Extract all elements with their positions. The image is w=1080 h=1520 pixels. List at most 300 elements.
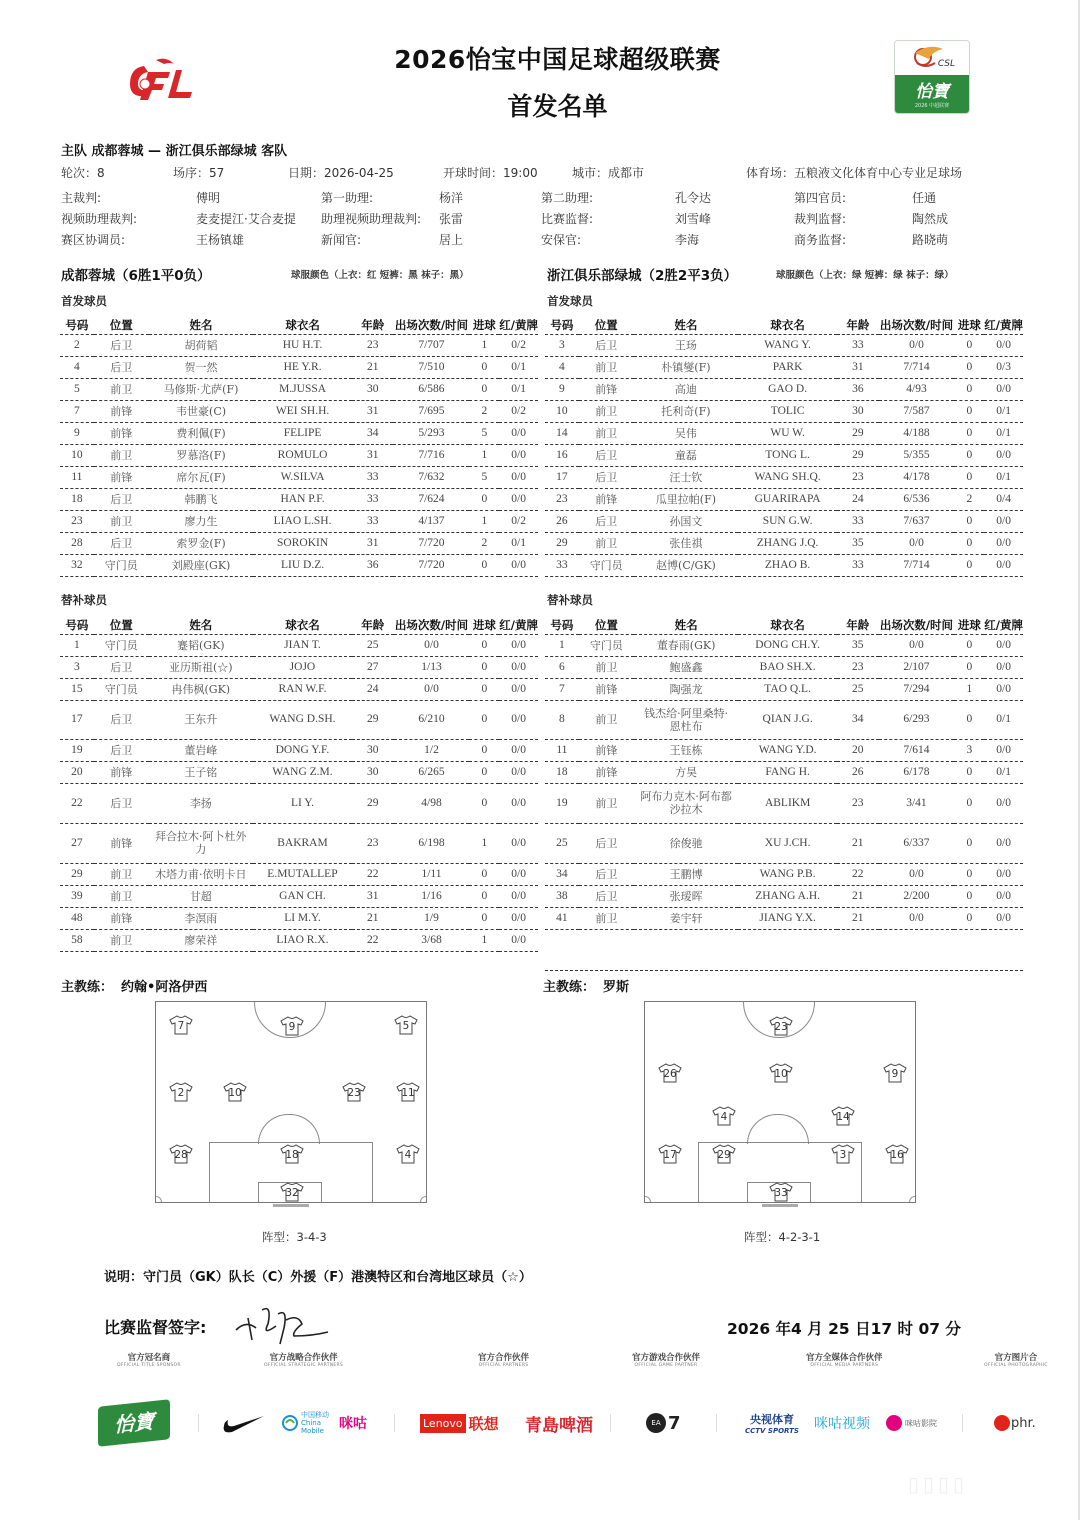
column-header: 年龄 xyxy=(837,616,879,634)
player-position: 守门员 xyxy=(94,678,149,700)
official-name: 居上 xyxy=(439,233,464,247)
column-header: 红/黄牌 xyxy=(984,616,1023,634)
goals: 0 xyxy=(954,334,984,356)
cards: 0/0 xyxy=(499,907,538,929)
player-name: 冉伟枫(GK) xyxy=(149,678,253,700)
divider xyxy=(198,1414,199,1432)
player-name: 木塔力甫·依明卡日 xyxy=(149,863,253,885)
appearances: 3/68 xyxy=(394,929,470,951)
player-name: 方昊 xyxy=(634,761,738,783)
appearances: 0/0 xyxy=(394,678,470,700)
partner-category: 官方战略合作伙伴 OFFICIAL STRATEGIC PARTNERS xyxy=(264,1353,344,1368)
divider xyxy=(545,970,1023,971)
column-header: 年龄 xyxy=(352,616,393,634)
player-name: 廖力生 xyxy=(149,510,253,532)
player-name: 孙国文 xyxy=(634,510,738,532)
player-age: 24 xyxy=(352,678,393,700)
player-position: 前卫 xyxy=(94,444,149,466)
player-shirt-icon xyxy=(712,1144,736,1164)
shirt-name: LIAO L.SH. xyxy=(253,510,352,532)
player-name: 钱杰给·阿里桑特·恩杜布 xyxy=(634,700,738,739)
player-position: 后卫 xyxy=(94,532,149,554)
home-team-title: 成都蓉城（6胜1平0负） xyxy=(61,268,211,284)
signature-datetime: 2026 年4 月 25 日17 时 07 分 xyxy=(727,1320,961,1338)
player-number: 38 xyxy=(545,885,579,907)
cards: 0/0 xyxy=(499,863,538,885)
player-number: 19 xyxy=(545,783,579,823)
player-row xyxy=(545,761,1023,783)
appearances: 1/9 xyxy=(394,907,470,929)
player-age: 33 xyxy=(837,510,878,532)
player-position: 后卫 xyxy=(579,334,634,356)
goals: 0 xyxy=(469,378,499,400)
column-header: 位置 xyxy=(579,316,634,334)
player-row xyxy=(545,422,1023,444)
player-number: 11 xyxy=(60,466,94,488)
player-position: 前卫 xyxy=(94,929,149,951)
china-mobile-icon xyxy=(282,1415,298,1431)
sponsor-lenovo: Lenovo 联想 xyxy=(420,1398,499,1448)
partner-category: 官方冠名商 OFFICIAL TITLE SPONSOR xyxy=(117,1353,181,1368)
shirt-number: 23 xyxy=(774,1021,788,1033)
partner-category: 官方游戏合作伙伴 OFFICIAL GAME PARTNER xyxy=(632,1353,701,1368)
away-starters-table xyxy=(545,316,1023,577)
official-label: 第四官员: xyxy=(794,191,847,205)
appearances: 1/16 xyxy=(394,885,470,907)
player-number: 17 xyxy=(545,466,579,488)
goals: 2 xyxy=(954,488,984,510)
player-name: 席尔瓦(F) xyxy=(149,466,253,488)
cards: 0/4 xyxy=(984,488,1023,510)
official-name: 张雷 xyxy=(439,212,464,226)
cards: 0/0 xyxy=(499,466,538,488)
home-kit-colors: 球服颜色（上衣：红 短裤：黑 袜子：黑） xyxy=(291,270,469,281)
cards: 0/0 xyxy=(984,554,1023,576)
player-row xyxy=(60,885,538,907)
player-row xyxy=(60,863,538,885)
shirt-name: DONG CH.Y. xyxy=(738,634,837,656)
away-formation: 阵型：4-2-3-1 xyxy=(744,1230,821,1244)
player-row xyxy=(60,700,538,739)
shirt-name: DONG Y.F. xyxy=(253,739,352,761)
player-position: 前锋 xyxy=(94,422,149,444)
shirt-name: E.MUTALLEP xyxy=(253,863,352,885)
player-shirt-icon xyxy=(223,1082,247,1102)
player-age: 21 xyxy=(837,885,879,907)
player-row xyxy=(60,532,538,554)
player-age: 24 xyxy=(837,488,878,510)
player-name: 贺一然 xyxy=(149,356,253,378)
player-row xyxy=(545,444,1023,466)
cards: 0/0 xyxy=(984,907,1023,929)
goals: 0 xyxy=(469,761,499,783)
player-age: 22 xyxy=(837,863,879,885)
goals: 0 xyxy=(954,783,984,823)
appearances: 6/265 xyxy=(394,761,470,783)
appearances: 1/13 xyxy=(394,656,470,678)
column-header: 球衣名 xyxy=(253,616,352,634)
player-age: 33 xyxy=(352,488,394,510)
player-number: 28 xyxy=(60,532,94,554)
venue: 体育场：五粮液文化体育中心专业足球场 xyxy=(746,166,963,180)
official-name: 孔令达 xyxy=(675,191,712,205)
player-age: 33 xyxy=(352,510,394,532)
player-position: 前锋 xyxy=(94,823,149,863)
player-row xyxy=(60,554,538,576)
nike-swoosh-icon xyxy=(222,1412,264,1434)
cards: 0/3 xyxy=(984,356,1023,378)
player-name: 韦世豪(C) xyxy=(149,400,253,422)
ea-icon: EA xyxy=(646,1413,666,1433)
shirt-name: LIU D.Z. xyxy=(253,554,352,576)
cards: 0/0 xyxy=(984,444,1023,466)
player-number: 7 xyxy=(545,678,579,700)
shirt-name: GAN CH. xyxy=(253,885,352,907)
shirt-name: ROMULO xyxy=(253,444,352,466)
player-row xyxy=(60,783,538,823)
goals: 1 xyxy=(469,510,499,532)
player-position: 前锋 xyxy=(579,739,634,761)
appearances: 5/355 xyxy=(879,444,955,466)
goals: 0 xyxy=(469,656,499,678)
player-row xyxy=(545,739,1023,761)
cards: 0/0 xyxy=(499,823,538,863)
shirt-name: PARK xyxy=(738,356,837,378)
shirt-number: 4 xyxy=(404,1149,412,1161)
player-name: 索罗金(F) xyxy=(149,532,253,554)
player-age: 33 xyxy=(837,554,878,576)
player-row xyxy=(60,761,538,783)
cards: 0/1 xyxy=(499,378,538,400)
goals: 5 xyxy=(469,422,499,444)
player-name: 费利佩(F) xyxy=(149,422,253,444)
player-name: 李溟雨 xyxy=(149,907,253,929)
player-name: 董岩峰 xyxy=(149,739,253,761)
player-shirt-icon xyxy=(280,1144,304,1164)
player-number: 3 xyxy=(60,656,94,678)
player-position: 后卫 xyxy=(579,823,634,863)
csl-ball-icon xyxy=(895,41,969,75)
player-position: 前卫 xyxy=(579,656,634,678)
home-starters-label: 首发球员 xyxy=(61,294,107,308)
shirt-number: 9 xyxy=(288,1021,296,1033)
official-name: 傅明 xyxy=(196,191,221,205)
player-number: 4 xyxy=(60,356,94,378)
cards: 0/1 xyxy=(984,700,1023,739)
column-header: 出场次数/时间 xyxy=(879,616,955,634)
player-shirt-icon xyxy=(342,1082,366,1102)
player-position: 后卫 xyxy=(94,783,149,823)
player-name: 李扬 xyxy=(149,783,253,823)
goals: 0 xyxy=(469,739,499,761)
player-row xyxy=(545,700,1023,739)
player-row xyxy=(545,863,1023,885)
cards: 0/0 xyxy=(984,739,1023,761)
player-shirt-icon xyxy=(396,1144,420,1164)
player-age: 29 xyxy=(352,783,393,823)
column-header: 红/黄牌 xyxy=(984,316,1023,334)
player-age: 23 xyxy=(352,334,394,356)
appearances: 6/293 xyxy=(879,700,955,739)
official-name: 杨洋 xyxy=(439,191,464,205)
cards: 0/0 xyxy=(499,554,538,576)
shirt-name: JIAN T. xyxy=(253,634,352,656)
sponsor-ea-fc: EA 7 xyxy=(646,1398,681,1448)
appearances: 7/720 xyxy=(393,554,469,576)
player-position: 前锋 xyxy=(579,761,634,783)
away-subs-label: 替补球员 xyxy=(547,593,593,607)
goals: 0 xyxy=(469,783,499,823)
photo-icon xyxy=(994,1415,1010,1431)
player-row xyxy=(60,929,538,951)
city: 城市：成都市 xyxy=(572,166,645,180)
goals: 0 xyxy=(469,885,499,907)
cards: 0/0 xyxy=(984,532,1023,554)
round: 轮次：8 xyxy=(61,166,105,180)
appearances: 7/720 xyxy=(393,532,469,554)
divider xyxy=(716,1414,717,1432)
migu-cinema-icon xyxy=(886,1415,902,1431)
goals: 0 xyxy=(954,656,984,678)
shirt-number: 33 xyxy=(774,1187,788,1199)
away-goal xyxy=(762,1204,798,1207)
appearances: 1/11 xyxy=(394,863,470,885)
player-number: 9 xyxy=(545,378,579,400)
partner-category: 官方合作伙伴 OFFICIAL PARTNERS xyxy=(478,1353,530,1368)
cards: 0/2 xyxy=(499,510,538,532)
shirt-number: 26 xyxy=(663,1068,677,1080)
shirt-number: 10 xyxy=(774,1068,788,1080)
player-row xyxy=(60,907,538,929)
column-header: 姓名 xyxy=(634,316,738,334)
cards: 0/0 xyxy=(499,929,538,951)
player-number: 23 xyxy=(60,510,94,532)
goals: 0 xyxy=(954,422,984,444)
player-age: 25 xyxy=(352,634,393,656)
appearances: 7/587 xyxy=(879,400,955,422)
appearances: 4/93 xyxy=(879,378,955,400)
player-row xyxy=(60,510,538,532)
column-header: 球衣名 xyxy=(738,616,837,634)
cards: 0/0 xyxy=(984,378,1023,400)
player-shirt-icon xyxy=(769,1063,793,1083)
column-header: 出场次数/时间 xyxy=(879,316,955,334)
partner-category: 官方图片合 OFFICIAL PHOTOGRAPHIC xyxy=(984,1353,1048,1368)
player-position: 后卫 xyxy=(94,488,149,510)
away-starters-label: 首发球员 xyxy=(547,294,593,308)
goals: 0 xyxy=(954,466,984,488)
player-shirt-icon xyxy=(169,1082,193,1102)
appearances: 7/714 xyxy=(879,356,955,378)
column-header: 姓名 xyxy=(634,616,738,634)
player-position: 前锋 xyxy=(94,761,149,783)
player-age: 30 xyxy=(837,400,878,422)
player-name: 亚历斯祖(☆) xyxy=(149,656,253,678)
player-shirt-icon xyxy=(280,1016,304,1036)
player-row xyxy=(60,634,538,656)
player-name: 廖荣祥 xyxy=(149,929,253,951)
player-age: 23 xyxy=(837,783,879,823)
player-name: 王玚 xyxy=(634,334,738,356)
shirt-number: 7 xyxy=(177,1020,185,1032)
appearances: 7/632 xyxy=(393,466,469,488)
player-number: 1 xyxy=(60,634,94,656)
player-name: 拜合拉木·阿卜杜外力 xyxy=(149,823,253,863)
player-name: 高迪 xyxy=(634,378,738,400)
cards: 0/0 xyxy=(984,634,1023,656)
player-row xyxy=(60,422,538,444)
sponsor-migu-cinema: 咪咕影院 xyxy=(886,1398,937,1448)
player-age: 30 xyxy=(352,378,394,400)
appearances: 6/536 xyxy=(879,488,955,510)
away-team-title: 浙江俱乐部绿城（2胜2平3负） xyxy=(547,268,738,284)
kickoff-time: 开球时间：19:00 xyxy=(443,166,538,180)
player-row xyxy=(545,356,1023,378)
player-row xyxy=(545,334,1023,356)
shirt-number: 29 xyxy=(717,1149,731,1161)
player-shirt-icon xyxy=(885,1144,909,1164)
player-name: 朴镇燮(F) xyxy=(634,356,738,378)
shirt-name: WANG Z.M. xyxy=(253,761,352,783)
official-label: 裁判监督: xyxy=(794,212,847,226)
player-number: 1 xyxy=(545,634,579,656)
sponsor-yibao: 怡寶 xyxy=(98,1398,170,1448)
player-name: 张瑷晖 xyxy=(634,885,738,907)
column-header: 进球 xyxy=(954,316,984,334)
player-shirt-icon xyxy=(394,1015,418,1035)
goals: 0 xyxy=(469,634,499,656)
column-header: 号码 xyxy=(60,616,94,634)
player-shirt-icon xyxy=(831,1106,855,1126)
goals: 0 xyxy=(954,907,984,929)
player-name: 童磊 xyxy=(634,444,738,466)
shirt-name: WANG Y. xyxy=(738,334,837,356)
player-age: 29 xyxy=(352,700,393,739)
goals: 0 xyxy=(954,634,984,656)
player-number: 11 xyxy=(545,739,579,761)
appearances: 6/178 xyxy=(879,761,955,783)
player-row xyxy=(545,823,1023,863)
player-shirt-icon xyxy=(712,1106,736,1126)
official-name: 王杨镇雄 xyxy=(196,233,245,247)
shirt-number: 5 xyxy=(402,1020,410,1032)
player-position: 前卫 xyxy=(579,356,634,378)
player-age: 31 xyxy=(352,532,394,554)
sponsor-china-mobile: 中国移动 China Mobile 咪咕 xyxy=(282,1398,367,1448)
player-age: 26 xyxy=(837,761,879,783)
player-shirt-icon xyxy=(658,1063,682,1083)
player-position: 后卫 xyxy=(94,656,149,678)
player-row xyxy=(545,510,1023,532)
divider xyxy=(962,1414,963,1432)
cards: 0/0 xyxy=(984,334,1023,356)
player-row xyxy=(545,783,1023,823)
goals: 0 xyxy=(469,907,499,929)
player-row xyxy=(60,400,538,422)
goals: 1 xyxy=(954,678,984,700)
player-age: 35 xyxy=(837,634,879,656)
column-header: 出场次数/时间 xyxy=(394,616,470,634)
player-position: 前锋 xyxy=(94,466,149,488)
shirt-name: RAN W.F. xyxy=(253,678,352,700)
partner-category: 官方全媒体合作伙伴 OFFICIAL MEDIA PARTNERS xyxy=(806,1353,883,1368)
player-age: 22 xyxy=(352,929,393,951)
official-name: 任通 xyxy=(912,191,937,205)
cards: 0/0 xyxy=(499,761,538,783)
appearances: 4/137 xyxy=(393,510,469,532)
player-number: 33 xyxy=(545,554,579,576)
cards: 0/1 xyxy=(984,466,1023,488)
official-label: 新闻官: xyxy=(321,233,362,247)
home-formation: 阵型：3-4-3 xyxy=(262,1230,327,1244)
shirt-number: 32 xyxy=(285,1187,299,1199)
shirt-name: ZHANG J.Q. xyxy=(738,532,837,554)
player-row xyxy=(60,739,538,761)
league-title: 2026怡宝中国足球超级联赛 xyxy=(394,45,721,74)
player-row xyxy=(545,678,1023,700)
player-position: 前锋 xyxy=(579,678,634,700)
goals: 0 xyxy=(954,510,984,532)
cards: 0/0 xyxy=(984,656,1023,678)
player-number: 7 xyxy=(60,400,94,422)
player-row xyxy=(60,656,538,678)
player-number: 14 xyxy=(545,422,579,444)
player-number: 19 xyxy=(60,739,94,761)
official-label: 视频助理裁判: xyxy=(61,212,138,226)
player-name: 董春雨(GK) xyxy=(634,634,738,656)
player-row xyxy=(60,378,538,400)
player-row xyxy=(545,634,1023,656)
shirt-number: 2 xyxy=(177,1087,185,1099)
column-header: 位置 xyxy=(94,616,149,634)
sponsor-photo: phr. xyxy=(994,1398,1036,1448)
shirt-name: WANG Y.D. xyxy=(738,739,837,761)
player-position: 前锋 xyxy=(94,400,149,422)
shirt-name: M.JUSSA xyxy=(253,378,352,400)
divider xyxy=(610,1414,611,1432)
shirt-name: GAO D. xyxy=(738,378,837,400)
appearances: 7/614 xyxy=(879,739,955,761)
shirt-name: SUN G.W. xyxy=(738,510,837,532)
goals: 0 xyxy=(954,532,984,554)
cards: 0/0 xyxy=(499,885,538,907)
column-header: 号码 xyxy=(545,316,579,334)
player-age: 31 xyxy=(352,444,394,466)
shirt-name: TONG L. xyxy=(738,444,837,466)
home-coach: 主教练： 约翰•阿洛伊西 xyxy=(61,980,208,995)
official-label: 赛区协调员: xyxy=(61,233,126,247)
shirt-name: HE Y.R. xyxy=(253,356,352,378)
player-position: 后卫 xyxy=(579,885,634,907)
cards: 0/0 xyxy=(984,863,1023,885)
shirt-name: FELIPE xyxy=(253,422,352,444)
shirt-number: 4 xyxy=(720,1111,728,1123)
cards: 0/1 xyxy=(984,761,1023,783)
player-position: 后卫 xyxy=(94,334,149,356)
player-position: 前卫 xyxy=(579,422,634,444)
signature-label: 比赛监督签字: xyxy=(104,1318,207,1337)
player-position: 后卫 xyxy=(579,466,634,488)
shirt-name: HU H.T. xyxy=(253,334,352,356)
player-number: 58 xyxy=(60,929,94,951)
sponsor-tsingtao: 青島啤酒 xyxy=(525,1415,593,1436)
column-header: 红/黄牌 xyxy=(499,316,538,334)
player-number: 23 xyxy=(545,488,579,510)
player-position: 前锋 xyxy=(94,907,149,929)
official-name: 路晓萌 xyxy=(912,233,949,247)
player-name: 陶强龙 xyxy=(634,678,738,700)
cards: 0/0 xyxy=(984,823,1023,863)
